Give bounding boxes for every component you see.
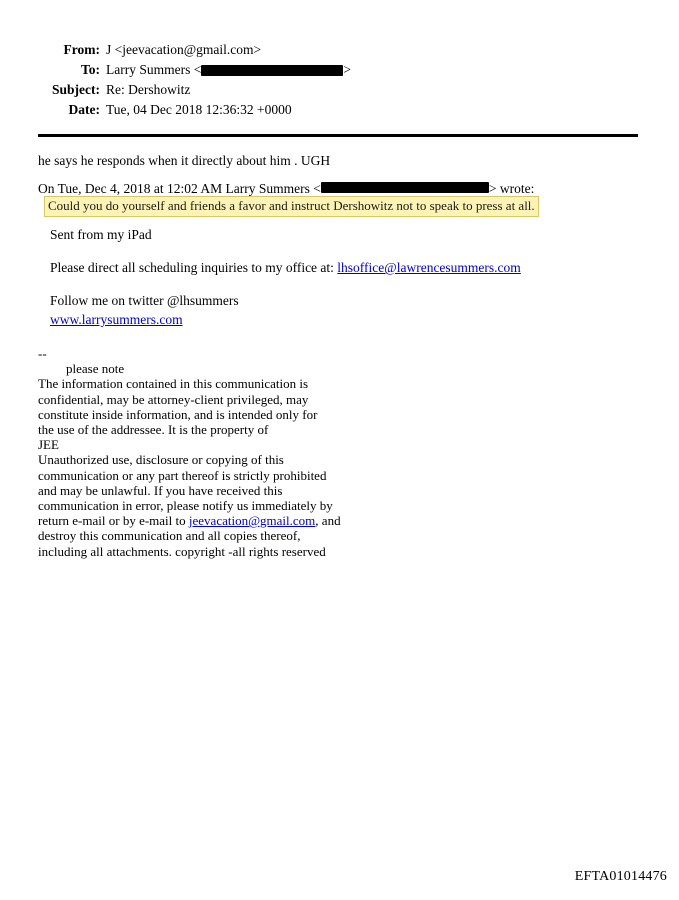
disclaimer-line-1: The information contained in this communication is: [38, 376, 309, 392]
reply-text: he says he responds when it directly about him . UGH: [38, 153, 331, 168]
disclaimer-email-link[interactable]: jeevacation@gmail.com: [188, 513, 316, 529]
twitter-line: Follow me on twitter @lhsummers: [50, 293, 239, 308]
disclaimer-line-10: [38, 513, 438, 528]
disclaimer-dashes: --: [38, 346, 47, 361]
header-row-subject: [38, 80, 638, 99]
quote-attribution-prefix: On Tue, Dec 4, 2018 at 12:02 AM Larry Summers <: [38, 181, 321, 196]
disclaimer-line-10-prefix: return e-mail or by e-mail to: [38, 513, 189, 529]
from-label: From:: [63, 42, 100, 57]
website-line-wrap: [50, 311, 630, 329]
disclaimer-line-5: JEE: [38, 437, 59, 453]
header-row-date: [38, 100, 638, 119]
disclaimer-line-11: destroy this communication and all copies thereof,: [38, 528, 301, 544]
subject-label: Subject:: [52, 82, 100, 97]
from-value: J <jeevacation@gmail.com>: [106, 42, 262, 57]
disclaimer-line-7: communication or any part thereof is strictly prohibited: [38, 467, 327, 483]
disclaimer-line-3: constitute inside information, and is intended only for: [38, 406, 318, 422]
disclaimer-line-2: confidential, may be attorney-client privileged, may: [38, 391, 309, 407]
date-value: Tue, 04 Dec 2018 12:36:32 +0000: [106, 102, 292, 117]
scheduling-email-link[interactable]: lhsoffice@lawrencesummers.com: [337, 260, 521, 275]
header-divider-rule: [38, 134, 638, 137]
email-header: [38, 40, 638, 120]
disclaimer-line-9: communication in error, please notify us immediately by: [38, 498, 333, 514]
to-value-suffix: >: [343, 62, 351, 77]
redaction-bar: [201, 65, 343, 76]
to-value: [106, 60, 638, 79]
disclaimer-line-12: including all attachments. copyright -all rights reserved: [38, 543, 326, 559]
scheduling-prefix: Please direct all scheduling inquiries to my office at:: [50, 260, 338, 275]
scheduling-line: [50, 259, 630, 277]
website-link[interactable]: www.larrysummers.com: [50, 312, 183, 327]
bates-number: EFTA01014476: [574, 869, 667, 884]
to-label: To:: [80, 62, 100, 77]
header-row-from: [38, 40, 638, 59]
disclaimer-line-8: and may be unlawful. If you have received this: [38, 482, 283, 498]
header-row-to: [38, 60, 638, 79]
highlighted-quote: Could you do yourself and friends a favor and instruct Dershowitz not to speak to press at all.: [44, 196, 539, 217]
sent-from-line: Sent from my iPad: [50, 227, 152, 242]
disclaimer-please-note: please note: [66, 361, 125, 377]
disclaimer-line-6: Unauthorized use, disclosure or copying of this: [38, 452, 284, 468]
disclaimer-line-10-suffix: , and: [315, 513, 341, 529]
quoted-message: [50, 226, 630, 344]
redaction-bar: [321, 182, 489, 193]
to-value-prefix: Larry Summers <: [106, 62, 202, 77]
date-label: Date:: [68, 102, 100, 117]
legal-disclaimer: [38, 346, 438, 559]
disclaimer-line-4: the use of the addressee. It is the property of: [38, 422, 269, 438]
quote-attribution-suffix: > wrote:: [488, 181, 535, 196]
subject-value: Re: Dershowitz: [106, 82, 191, 97]
